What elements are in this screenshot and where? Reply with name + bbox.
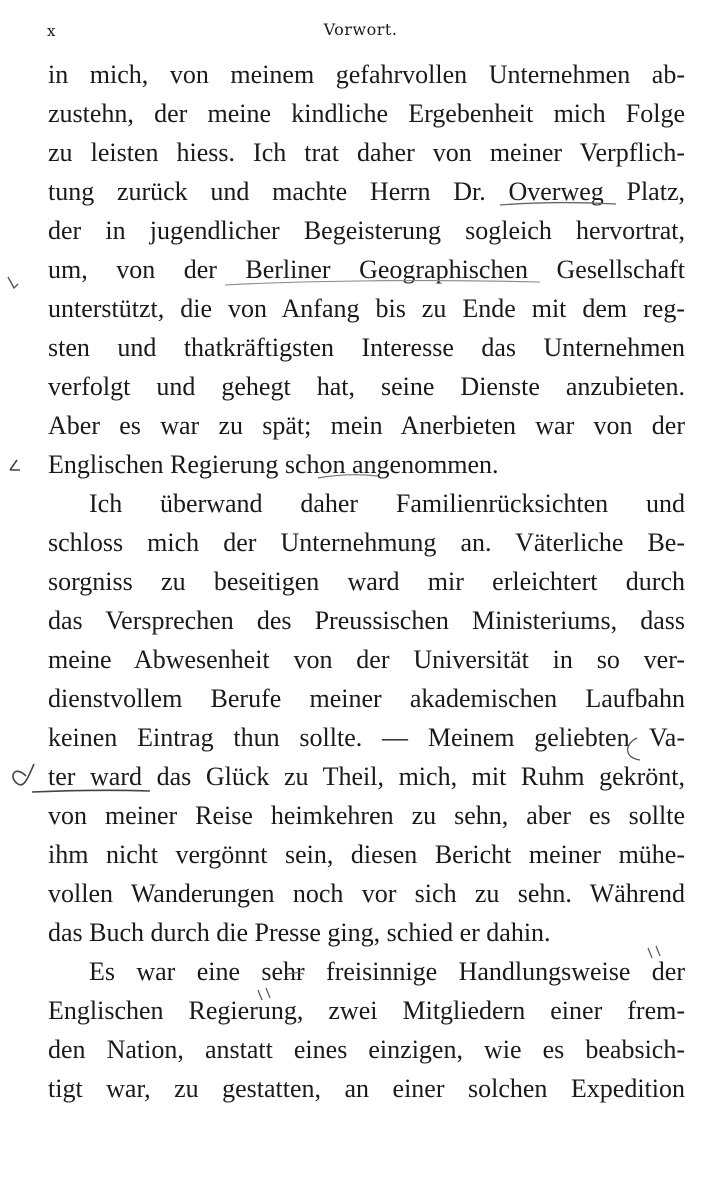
text-line: dienstvollem Berufe meiner akademischen Laufbahn: [48, 684, 685, 713]
page-number: x: [47, 22, 56, 40]
margin-check-mark: [10, 460, 20, 470]
text-line: der in jugendlicher Begeisterung sogleich hervortrat,: [48, 216, 685, 245]
text-line: das Versprechen des Preussischen Ministeriums, dass: [48, 606, 685, 635]
margin-check-mark: [8, 277, 18, 288]
text-line: meine Abwesenheit von der Universität in so ver-: [48, 645, 685, 674]
text-line: schloss mich der Unternehmung an. Väterliche Be-: [48, 528, 685, 557]
text-line: Ich überwand daher Familienrücksichten und: [89, 489, 685, 518]
text-line: zustehn, der meine kindliche Ergebenheit mich Folge: [48, 99, 685, 128]
text-line: ihm nicht vergönnt sein, diesen Bericht meiner mühe-: [48, 840, 685, 869]
text-line: ter ward das Glück zu Theil, mich, mit Ruhm gekrönt,: [48, 762, 685, 791]
text-line: sten und thatkräftigsten Interesse das Unternehmen: [48, 333, 685, 362]
text-line: Aber es war zu spät; mein Anerbieten war von der: [48, 411, 685, 440]
text-line: in mich, von meinem gefahrvollen Unternehmen ab-: [48, 60, 685, 89]
text-line: keinen Eintrag thun sollte. — Meinem geliebten Va-: [48, 723, 685, 752]
text-line: von meiner Reise heimkehren zu sehn, aber es sollte: [48, 801, 685, 830]
text-line: unterstützt, die von Anfang bis zu Ende mit dem reg-: [48, 294, 685, 323]
text-line: den Nation, anstatt eines einzigen, wie es beabsich-: [48, 1035, 685, 1064]
margin-alpha-mark: [13, 764, 34, 785]
text-line: verfolgt und gehegt hat, seine Dienste anzubieten.: [48, 372, 685, 401]
text-line: das Buch durch die Presse ging, schied er dahin.: [48, 918, 551, 947]
text-line: Es war eine sehr freisinnige Handlungsweise der: [89, 957, 685, 986]
running-head: Vorwort.: [323, 20, 398, 39]
text-line: tigt war, zu gestatten, an einer solchen Expedition: [48, 1074, 685, 1103]
text-line: vollen Wanderungen noch vor sich zu sehn. Während: [48, 879, 685, 908]
text-line: sorgniss zu beseitigen ward mir erleichtert durch: [48, 567, 685, 596]
text-line: zu leisten hiess. Ich trat daher von meiner Verpflich-: [48, 138, 685, 167]
text-line: um, von der Berliner Geographischen Gesellschaft: [48, 255, 685, 284]
text-line: Englischen Regierung schon angenommen.: [48, 450, 499, 479]
text-line: Englischen Regierung, zwei Mitgliedern einer frem-: [48, 996, 685, 1025]
text-line: tung zurück und machte Herrn Dr. Overweg Platz,: [48, 177, 685, 206]
